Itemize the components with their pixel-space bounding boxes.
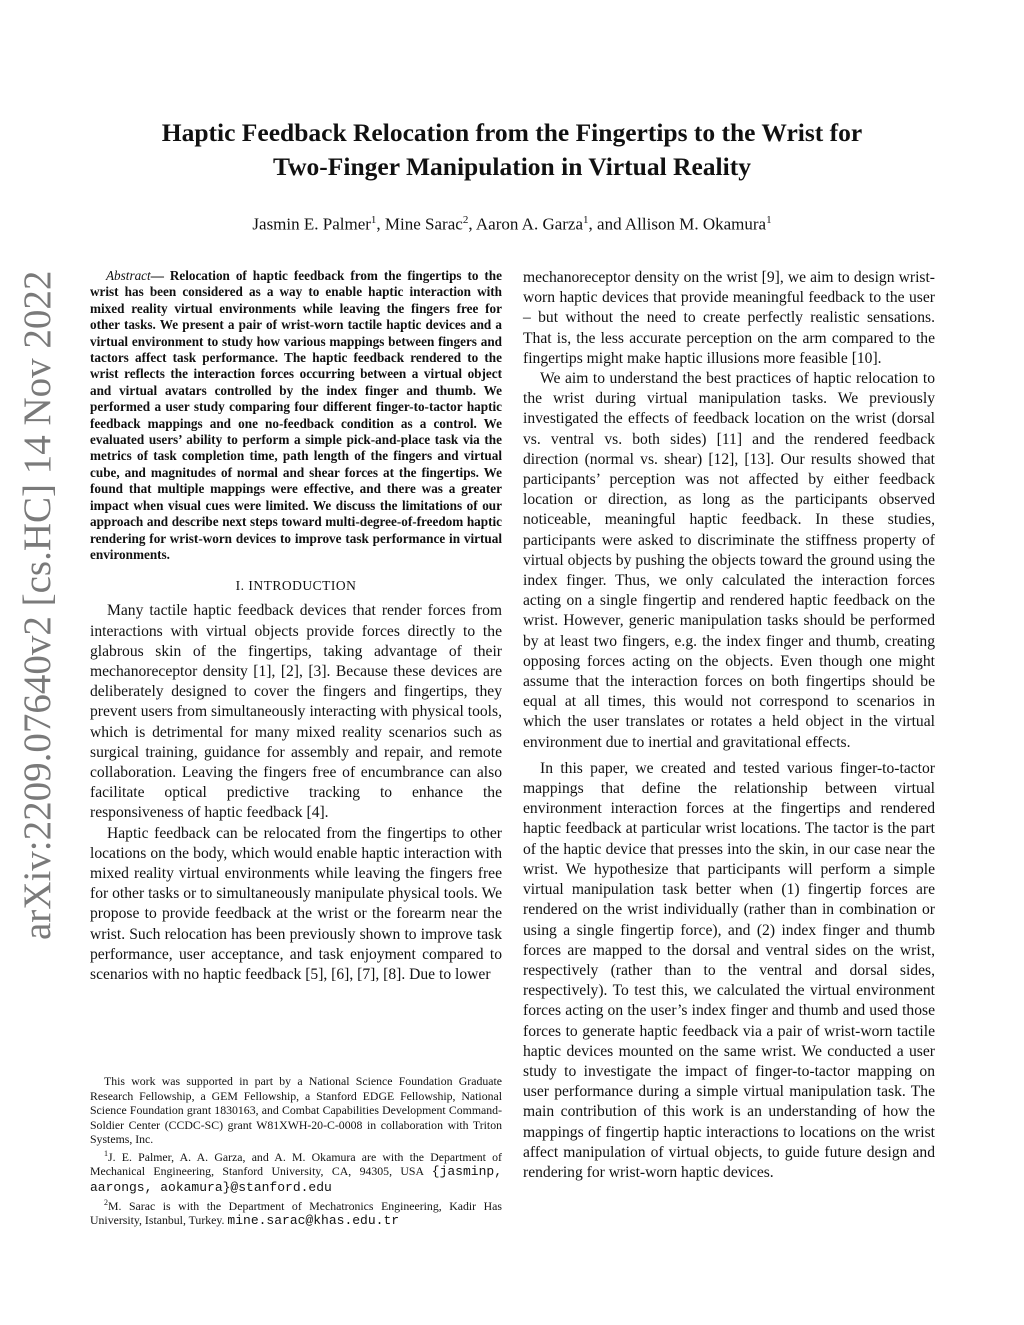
body-paragraph: We aim to understand the best practices of haptic relocation to the wrist during virtual manipulation tasks. We previously investigated the effects of feedback location on the wrist (dorsal vs. ventral vs. both sides) [11] and the rendered feedback direction (normal vs. shear) [12], [13]. Our results showed that participants’ perception was not affected by either feedback location or direction, as long as the participants observed noticeable, meaningful haptic feedback. In these studies, participants were asked to discriminate the stiffness property of virtual objects by pushing the objects toward the ground using the index finger. Thus, we only calculated the interaction forces acting on a single fingertip and rendered haptic feedback on the wrist. However, generic manipulation tasks should be performed by at least two fingers, e.g. the index finger and thumb, creating opposing forces acting on the objects. Even though one might assume that the interaction forces on both fingertips should be equal at all times, this would not correspond to scenarios in which the user translates or rotates a held object in the virtual environment due to inertial and gravitational effects. bbox=[523, 370, 935, 751]
author-affiliation-mark: 2 bbox=[462, 214, 469, 226]
footnote-text: J. E. Palmer, A. A. Garza, and A. M. Okamura are with the Department of Mechanical Engineering, Stanford University, CA, 94305, USA bbox=[90, 1149, 502, 1179]
email-address: mine.sarac@khas.edu.tr bbox=[227, 1213, 400, 1229]
author-list bbox=[90, 208, 934, 237]
footnote-affiliation-1 bbox=[90, 1147, 502, 1196]
body-paragraph: In this paper, we created and tested various finger-to-tactor mappings that define the relationship between virtual environment interaction forces at the fingertips and rendered haptic feedback at particular wrist locations. The tactor is the part of the haptic device that presses into the skin, in our case near the wrist. We hypothesize that participants will perform a simple virtual manipulation task better when (1) fingertip forces are rendered on the wrist individually (rather than in combination or using a single fingertip force), and (2) index finger and thumb forces are mapped to the dorsal and ventral sides on the wrist, respectively (rather than to the ventral and dorsal sides, respectively). To test this, we calculated the virtual environment forces acting on the user’s index finger and thumb and used those forces to generate haptic feedback via a pair of wrist-worn tactile haptic devices mounted on the same wrist. We conducted a user study to investigate the impact of finger-to-tactor mapping on user performance during a simple virtual manipulation task. The main contribution of this work is an understanding of how the mappings of fingertip haptic interactions to locations on the wrist affect manipulation of virtual objects, to guide future design and rendering for wrist-worn haptic devices. bbox=[523, 759, 935, 1181]
section-heading-introduction: I. INTRODUCTION bbox=[235, 578, 357, 594]
author-affiliation-mark: 1 bbox=[766, 214, 772, 226]
footnote-funding: This work was supported in part by a National Science Foundation Graduate Research Fellowship, a GEM Fellowship, a Stanford EDGE Fellowship, National Science Foundation grant 1830163, and Combat Capabilities Development Command-Soldier Center (CCDC-SC) grant W81XWH-20-C-0008 in collaboration with Triton Systems, Inc. bbox=[90, 1074, 502, 1147]
author-name: Jasmin E. Palmer bbox=[252, 214, 371, 234]
right-column bbox=[523, 268, 935, 1183]
abstract-text: — Relocation of haptic feedback from the fingertips to the wrist has been considered as a way to enable haptic interaction with mixed reality virtual environments while leaving the fingers free for other tasks. We present a pair of wrist-worn tactile haptic devices and a virtual environment to study how various mappings between fingers and tactors affect task performance. The haptic feedback rendered to the wrist reflects the interaction forces occurring between a virtual object and virtual avatars controlled by the index finger and thumb. We performed a user study comparing four different finger-to-tactor haptic feedback mappings and one no-feedback condition as a control. We evaluated users’ ability to perform a simple pick-and-place task via the metrics of task completion time, path length of the fingers and virtual cube, and magnitudes of normal and shear forces at the fingertips. We found that multiple mappings were effective, and there was a greater impact when visual cues were limited. We discuss the limitations of our approach and describe next steps toward multi-degree-of-freedom haptic rendering for wrist-worn devices to improve task performance in virtual environments. bbox=[90, 268, 502, 562]
arxiv-identifier-stamp: arXiv:2209.07640v2 [cs.HC] 14 Nov 2022 bbox=[16, 270, 59, 940]
body-paragraph: Many tactile haptic feedback devices that render forces from interactions with virtual objects provide forces directly to the glabrous skin of the fingertips, taking advantage of their mechanoreceptor density [1], [2], [3]. Because these devices are deliberately designed to cover the fingers and fingertips, they prevent users from simultaneously interacting with physical tools, which is detrimental for many mixed reality scenarios such as surgical training, guidance for assembly and repair, and remote collaboration. Leaving the fingers free of encumbrance can also facilitate optical predictive tracking to enhance the responsiveness of haptic feedback [4]. bbox=[90, 602, 502, 822]
author-name: , Aaron A. Garza bbox=[468, 214, 584, 234]
left-column bbox=[90, 268, 502, 985]
email-address: {jasminp, aarongs, aokamura}@stanford.edu bbox=[90, 1164, 502, 1196]
body-paragraph: Haptic feedback can be relocated from the fingertips to other locations on the body, which would enable haptic interaction with mixed reality virtual environments while leaving the fingers free for other tasks or to simultaneously manipulate physical tools. We propose to provide feedback at the wrist or the forearm near the wrist. Such relocation has been previously shown to improve task performance, user acceptance, and task enjoyment compared to scenarios with no haptic feedback [5], [6], [7], [8]. Due to lower bbox=[90, 824, 502, 983]
author-affiliation-mark: 1 bbox=[583, 214, 589, 226]
author-name: , Mine Sarac bbox=[376, 214, 463, 234]
footnote-mark: 2 bbox=[104, 1197, 108, 1207]
title-line-1: Haptic Feedback Relocation from the Fingertips to the Wrist for bbox=[161, 118, 863, 147]
title-line-2: Two-Finger Manipulation in Virtual Reality bbox=[273, 152, 751, 181]
abstract-label: Abstract bbox=[106, 268, 151, 283]
paper-title bbox=[90, 116, 934, 184]
author-affiliation-mark: 1 bbox=[370, 214, 377, 226]
abstract bbox=[90, 268, 502, 563]
footnote-mark: 1 bbox=[104, 1148, 108, 1158]
footnote-text: M. Sarac is with the Department of Mechatronics Engineering, Kadir Has University, Istanbul, Turkey. bbox=[90, 1198, 502, 1228]
footnote-affiliation-2 bbox=[90, 1196, 502, 1229]
body-paragraph: mechanoreceptor density on the wrist [9], we aim to design wrist-worn haptic devices that provide meaningful feedback to the user – but without the need to create perfectly realistic sensations. That is, the less accurate perception on the arm compared to the fingertips might make haptic illusions more feasible [10]. bbox=[523, 269, 935, 367]
footnotes bbox=[90, 1074, 502, 1229]
author-name: , and Allison M. Okamura bbox=[588, 214, 767, 234]
